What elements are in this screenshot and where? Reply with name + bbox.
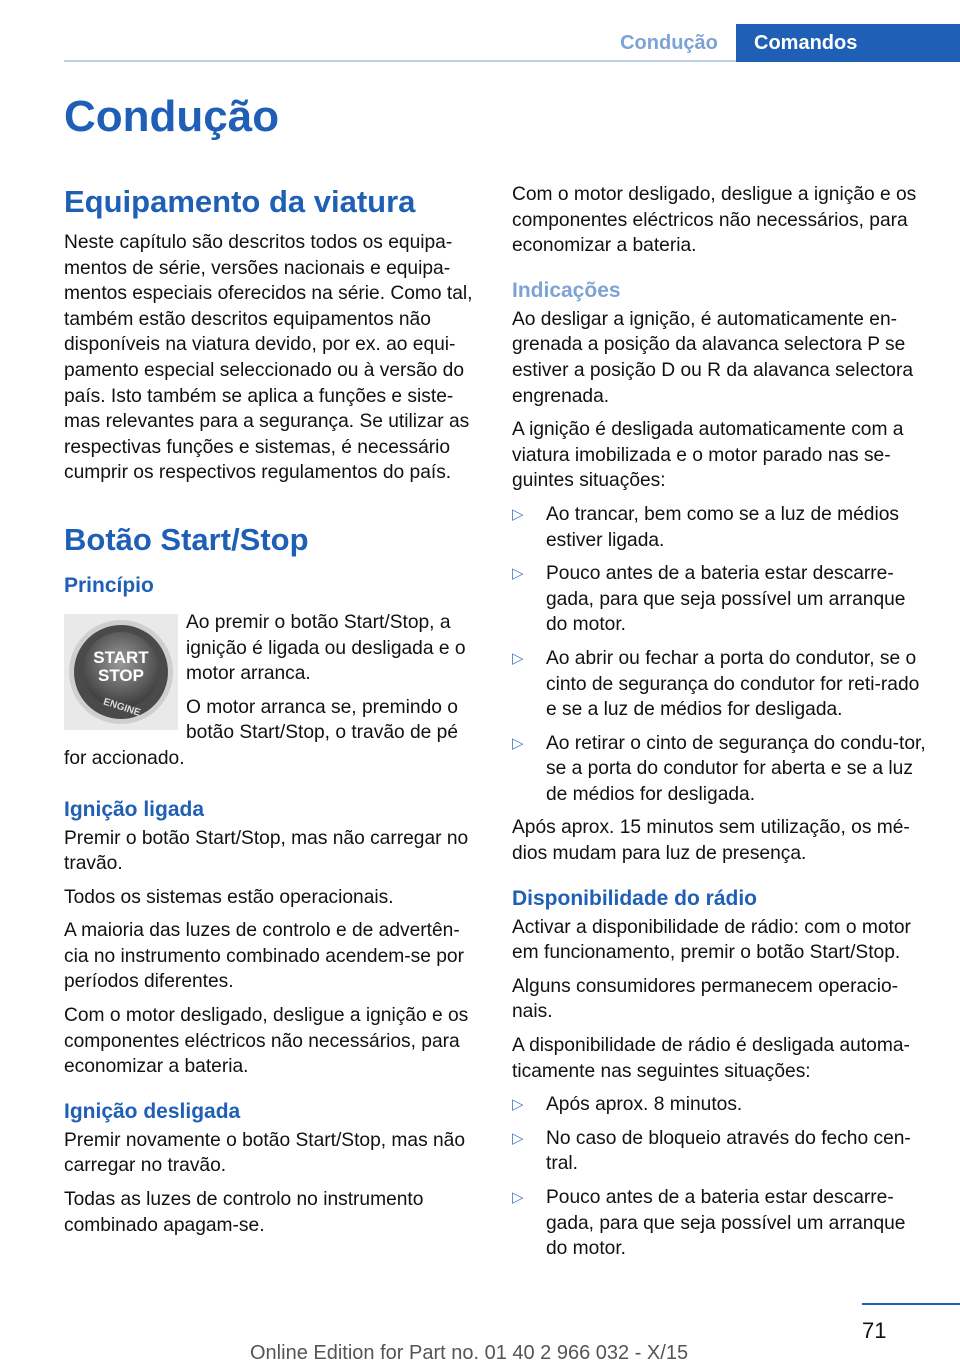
page-number: 71 <box>862 1318 887 1343</box>
paragraph-radio-3: A disponibilidade de rádio é desligada automa-ticamente nas seguintes situações: <box>512 1035 910 1082</box>
paragraph-equipamento: Neste capítulo são descritos todos os equipa-mentos de série, versões nacionais e equipa-mentos especiais oferecidos na série. Como tal, também estão descritos equipamentos não disponíveis na viatura devido, por ex. ao equi-pamento especial seleccionado ou à versão do país. Isto também se aplica a funções e siste-mas relevantes para a segurança. Se utilizar as respectivas funções e sistemas, é necessário cumprir os respectivos regulamentos do país. <box>64 232 473 484</box>
paragraph-ligada-2: Todos os sistemas estão operacionais. <box>64 886 394 908</box>
list-item-text: Após aprox. 8 minutos. <box>546 1094 743 1116</box>
heading-ignicao-ligada: Ignição ligada <box>64 797 205 821</box>
triangle-bullet-icon: ▷ <box>512 565 524 583</box>
heading-equipamento: Equipamento da viatura <box>64 184 416 219</box>
list-item-text: Pouco antes de a bateria estar descarre-gada, para que seja possível um arranque do motor. <box>546 563 906 636</box>
tab-comandos-active[interactable]: Comandos <box>736 24 960 62</box>
footer-edition: Online Edition for Part no. 01 40 2 966 032 - X/15 <box>250 1342 689 1364</box>
paragraph-desligada-2: Todas as luzes de controlo no instrumento combinado apagam-se. <box>64 1189 424 1236</box>
list-item <box>512 1185 930 1262</box>
list-item-text: Pouco antes de a bateria estar descarre-gada, para que seja possível um arranque do motor. <box>546 1187 906 1260</box>
paragraph-ligada-1: Premir o botão Start/Stop, mas não carregar no travão. <box>64 827 469 875</box>
list-item <box>512 646 930 723</box>
button-label-stop: STOP <box>98 665 144 685</box>
page-title: Condução <box>64 92 280 141</box>
list-item-text: No caso de bloqueio através do fecho cen-tral. <box>546 1127 911 1175</box>
list-item <box>512 561 930 638</box>
tab-section-conducao[interactable]: Condução <box>620 31 718 54</box>
list-item <box>512 502 930 553</box>
paragraph-radio-2: Alguns consumidores permanecem operacio-nais. <box>512 975 899 1023</box>
paragraph-radio-1: Activar a disponibilidade de rádio: com o motor em funcionamento, premir o botão Start/Stop. <box>512 916 911 964</box>
button-label-start: START <box>93 647 149 667</box>
heading-botao-start-stop: Botão Start/Stop <box>64 521 309 557</box>
list-item-text: Ao abrir ou fechar a porta do condutor, se o cinto de segurança do condutor for reti-rado e se a luz de médios for desligada. <box>546 647 920 721</box>
list-item-text: Ao retirar o cinto de segurança do condu-tor, se a porta do condutor for aberta e se a luz de médios for desligada. <box>546 732 926 805</box>
heading-ignicao-desligada: Ignição desligada <box>64 1099 241 1123</box>
paragraph-principio-1: Ao premir o botão Start/Stop, a ignição é ligada ou desligada e o motor arranca. <box>186 611 466 685</box>
left-column <box>64 182 482 1246</box>
page-number-rule <box>862 1303 960 1305</box>
paragraph-ligada-3: A maioria das luzes de controlo e de advertên-cia no instrumento combinado acendem-se por períodos diferentes. <box>64 920 464 993</box>
triangle-bullet-icon: ▷ <box>512 1096 524 1114</box>
heading-principio: Princípio <box>64 573 154 597</box>
triangle-bullet-icon: ▷ <box>512 649 524 667</box>
paragraph-principio-2: O motor arranca se, premindo o botão Start/Stop, o travão de pé for accionado. <box>64 696 459 769</box>
list-item-text: Ao trancar, bem como se a luz de médios estiver ligada. <box>546 503 900 551</box>
triangle-bullet-icon: ▷ <box>512 505 524 523</box>
right-column <box>512 182 930 1270</box>
heading-disponibilidade-radio: Disponibilidade do rádio <box>512 886 758 910</box>
triangle-bullet-icon: ▷ <box>512 1189 524 1206</box>
paragraph-ligada-4: Com o motor desligado, desligue a ignição e os componentes eléctricos não necessários, para economizar a bateria. <box>64 1005 469 1078</box>
list-item <box>512 1126 930 1177</box>
button-label-engine: ENGINE <box>101 696 142 719</box>
paragraph-right-top: Com o motor desligado, desligue a ignição e os componentes eléctricos não necessários, para economizar a bateria. <box>512 184 917 257</box>
start-stop-button-icon <box>64 614 178 730</box>
paragraph-indicacoes-2: A ignição é desligada automaticamente com a viatura imobilizada e o motor parado nas se-guintes situações: <box>512 419 904 492</box>
triangle-bullet-icon: ▷ <box>512 734 524 752</box>
paragraph-desligada-1: Premir novamente o botão Start/Stop, mas não carregar no travão. <box>64 1129 466 1177</box>
paragraph-indicacoes-1: Ao desligar a ignição, é automaticamente en-grenada a posição da alavanca selectora P se estiver a posição D ou R da alavanca selectora engrenada. <box>512 308 914 407</box>
list-item <box>512 1092 930 1118</box>
heading-indicacoes: Indicações <box>512 278 621 302</box>
list-item <box>512 731 930 808</box>
triangle-bullet-icon: ▷ <box>512 1129 524 1147</box>
paragraph-indicacoes-3: Após aprox. 15 minutos sem utilização, os mé-dios mudam para luz de presença. <box>512 817 910 865</box>
start-stop-button-image <box>64 614 178 730</box>
